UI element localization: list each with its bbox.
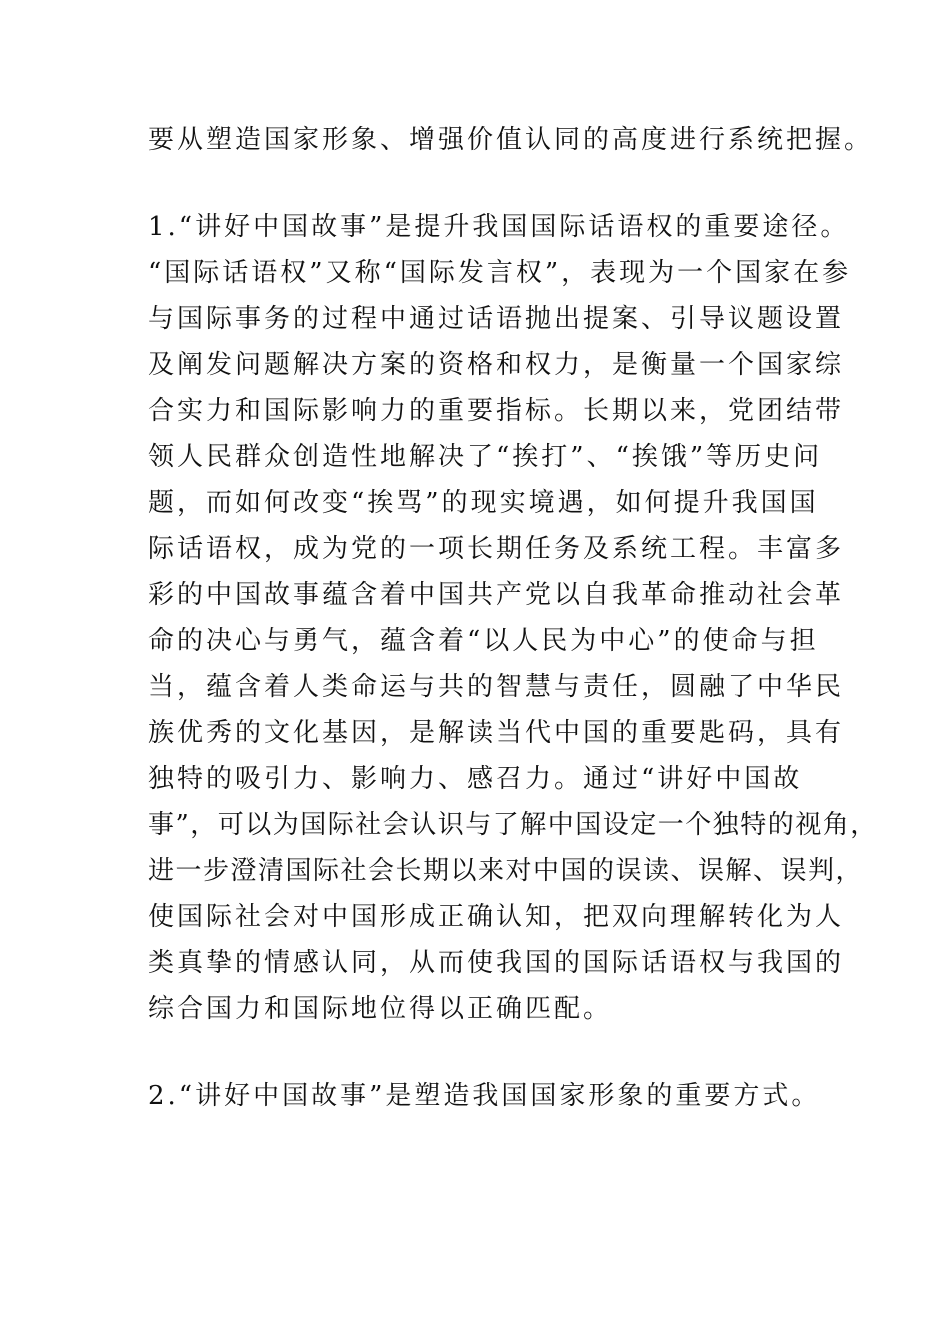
paragraph-line: 类真挚的情感认同，从而使我国的国际话语权与我国的 bbox=[148, 948, 845, 978]
paragraph-line: 进一步澄清国际社会长期以来对中国的误读、误解、误判， bbox=[148, 856, 864, 886]
paragraph-line: 际话语权，成为党的一项长期任务及系统工程。丰富多 bbox=[148, 534, 845, 564]
paragraph-line: 综合国力和国际地位得以正确匹配。 bbox=[148, 994, 613, 1024]
paragraph-line: 合实力和国际影响力的重要指标。长期以来，党团结带 bbox=[148, 396, 845, 426]
paragraph-line: 当，蕴含着人类命运与共的智慧与责任，圆融了中华民 bbox=[148, 672, 845, 702]
paragraph-line: “国际话语权”又称“国际发言权”，表现为一个国家在参 bbox=[148, 258, 852, 288]
intro-line: 要从塑造国家形象、增强价值认同的高度进行系统把握。 bbox=[148, 125, 874, 155]
paragraph-line: 与国际事务的过程中通过话语抛出提案、引导议题设置 bbox=[148, 304, 845, 334]
section-2-heading: 2.“讲好中国故事”是塑造我国国家形象的重要方式。 bbox=[148, 1081, 821, 1111]
paragraph-line: 独特的吸引力、影响力、感召力。通过“讲好中国故 bbox=[148, 764, 803, 794]
section-1-heading: 1.“讲好中国故事”是提升我国国际话语权的重要途径。 bbox=[148, 212, 850, 242]
paragraph-line: 命的决心与勇气，蕴含着“以人民为中心”的使命与担 bbox=[148, 626, 819, 656]
paragraph-line: 题，而如何改变“挨骂”的现实境遇，如何提升我国国 bbox=[148, 488, 819, 518]
paragraph-line: 领人民群众创造性地解决了“挨打”、“挨饿”等历史问 bbox=[148, 442, 823, 472]
paragraph-line: 使国际社会对中国形成正确认知，把双向理解转化为人 bbox=[148, 902, 845, 932]
paragraph-line: 及阐发问题解决方案的资格和权力，是衡量一个国家综 bbox=[148, 350, 845, 380]
paragraph-line: 彩的中国故事蕴含着中国共产党以自我革命推动社会革 bbox=[148, 580, 845, 610]
paragraph-line: 族优秀的文化基因，是解读当代中国的重要匙码，具有 bbox=[148, 718, 845, 748]
paragraph-line: 事”，可以为国际社会认识与了解中国设定一个独特的视角， bbox=[148, 810, 878, 840]
